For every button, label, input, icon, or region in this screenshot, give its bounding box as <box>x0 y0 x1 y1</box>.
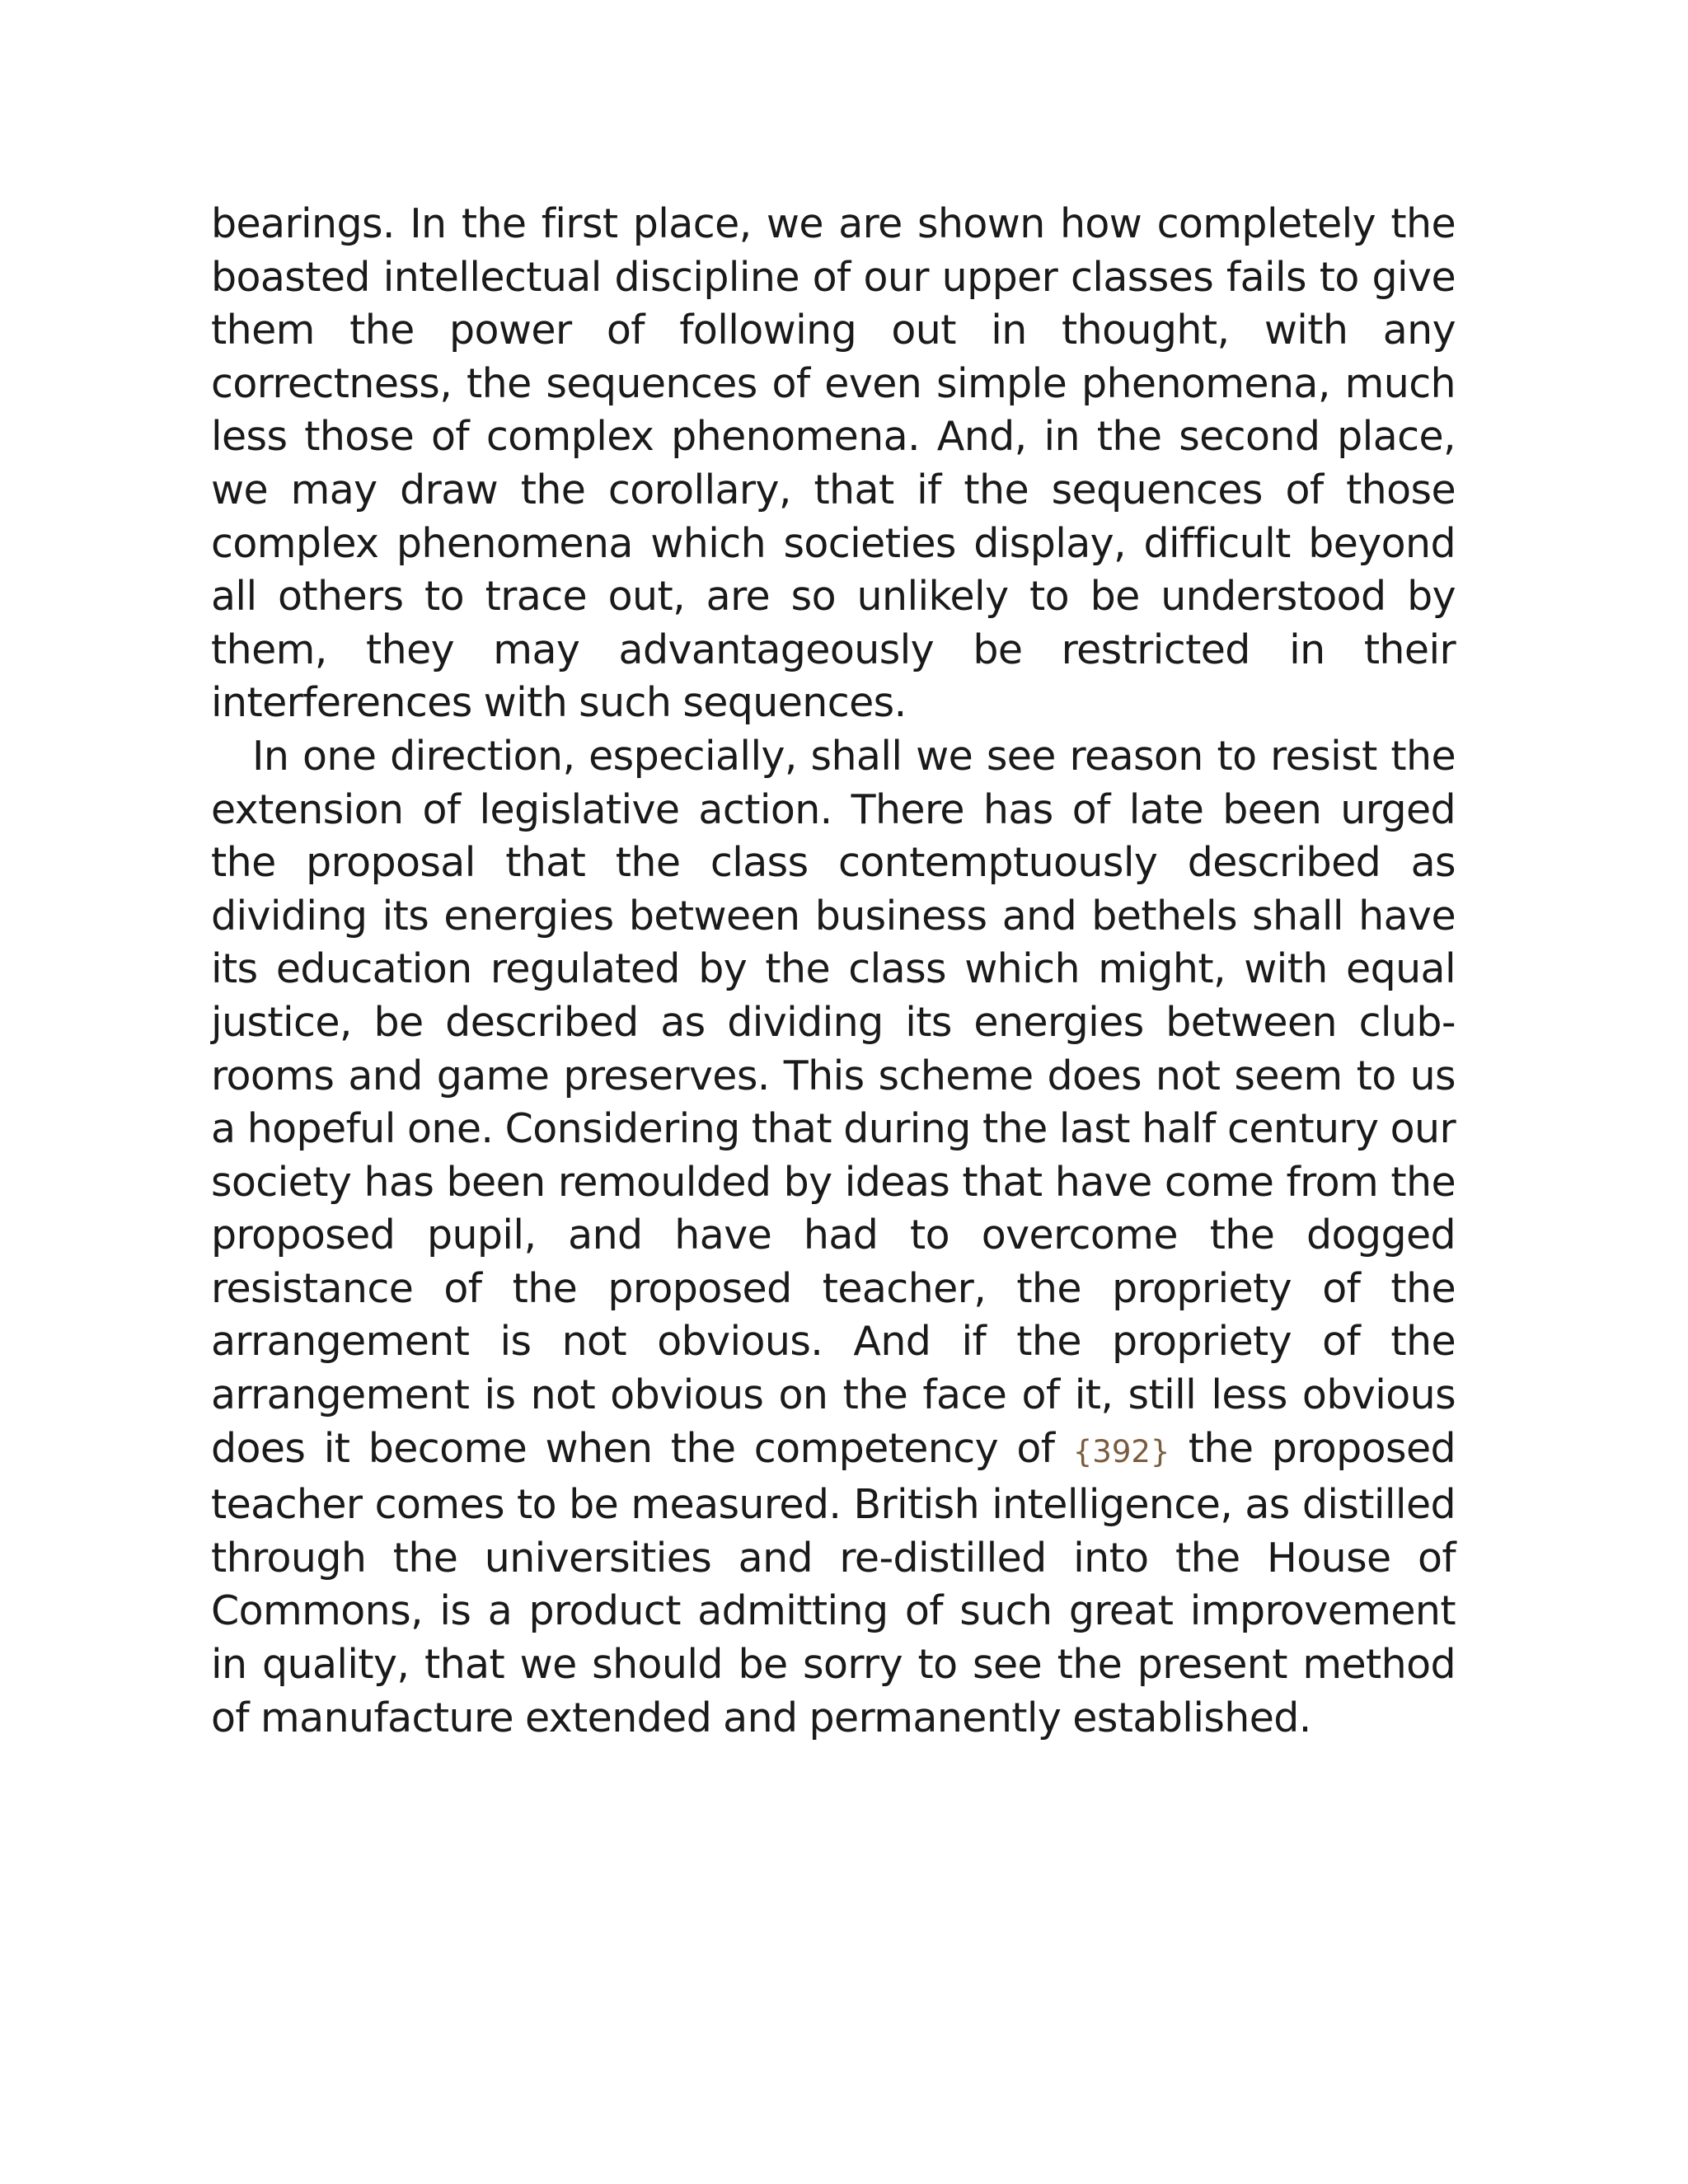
page-number-marker[interactable]: {392} <box>1072 1433 1170 1469</box>
paragraph-1 <box>211 198 1456 730</box>
document-body <box>211 198 1456 1745</box>
paragraph-2 <box>211 730 1456 1745</box>
paragraph-2-text-before: In one direction, especially, shall we see reason to resist the extension of legislative action. There has of late been urged the proposal that the class contemptuously described as dividing its energies between business and bethels shall have its education regulated by the class which might, with equal justice, be described as dividing its energies between club-rooms and game preserves. This scheme does not seem to us a hopeful one. Considering that during the last half century our society has been remoulded by ideas that have come from the proposed pupil, and have had to overcome the dogged resistance of the proposed teacher, the propriety of the arrangement is not obvious. And if the propriety of the arrangement is not obvious on the face of it, still less obvious does it become when the competency of <box>211 732 1456 1472</box>
paragraph-2-text-after: the proposed teacher comes to be measured. British intelligence, as distilled through the universities and re-distilled into the House of Commons, is a product admitting of such great improvement in quality, that we should be sorry to see the present method of manufacture extended and permanently established. <box>211 1424 1456 1741</box>
paragraph-1-text: bearings. In the first place, we are shown how completely the boasted intellectual discipline of our upper classes fails to give them the power of following out in thought, with any correctness, the sequences of even simple phenomena, much less those of complex phenomena. And, in the second place, we may draw the corollary, that if the sequences of those complex phenomena which societies display, difficult beyond all others to trace out, are so unlikely to be understood by them, they may advantageously be restricted in their interferences with such sequences. <box>211 200 1456 727</box>
